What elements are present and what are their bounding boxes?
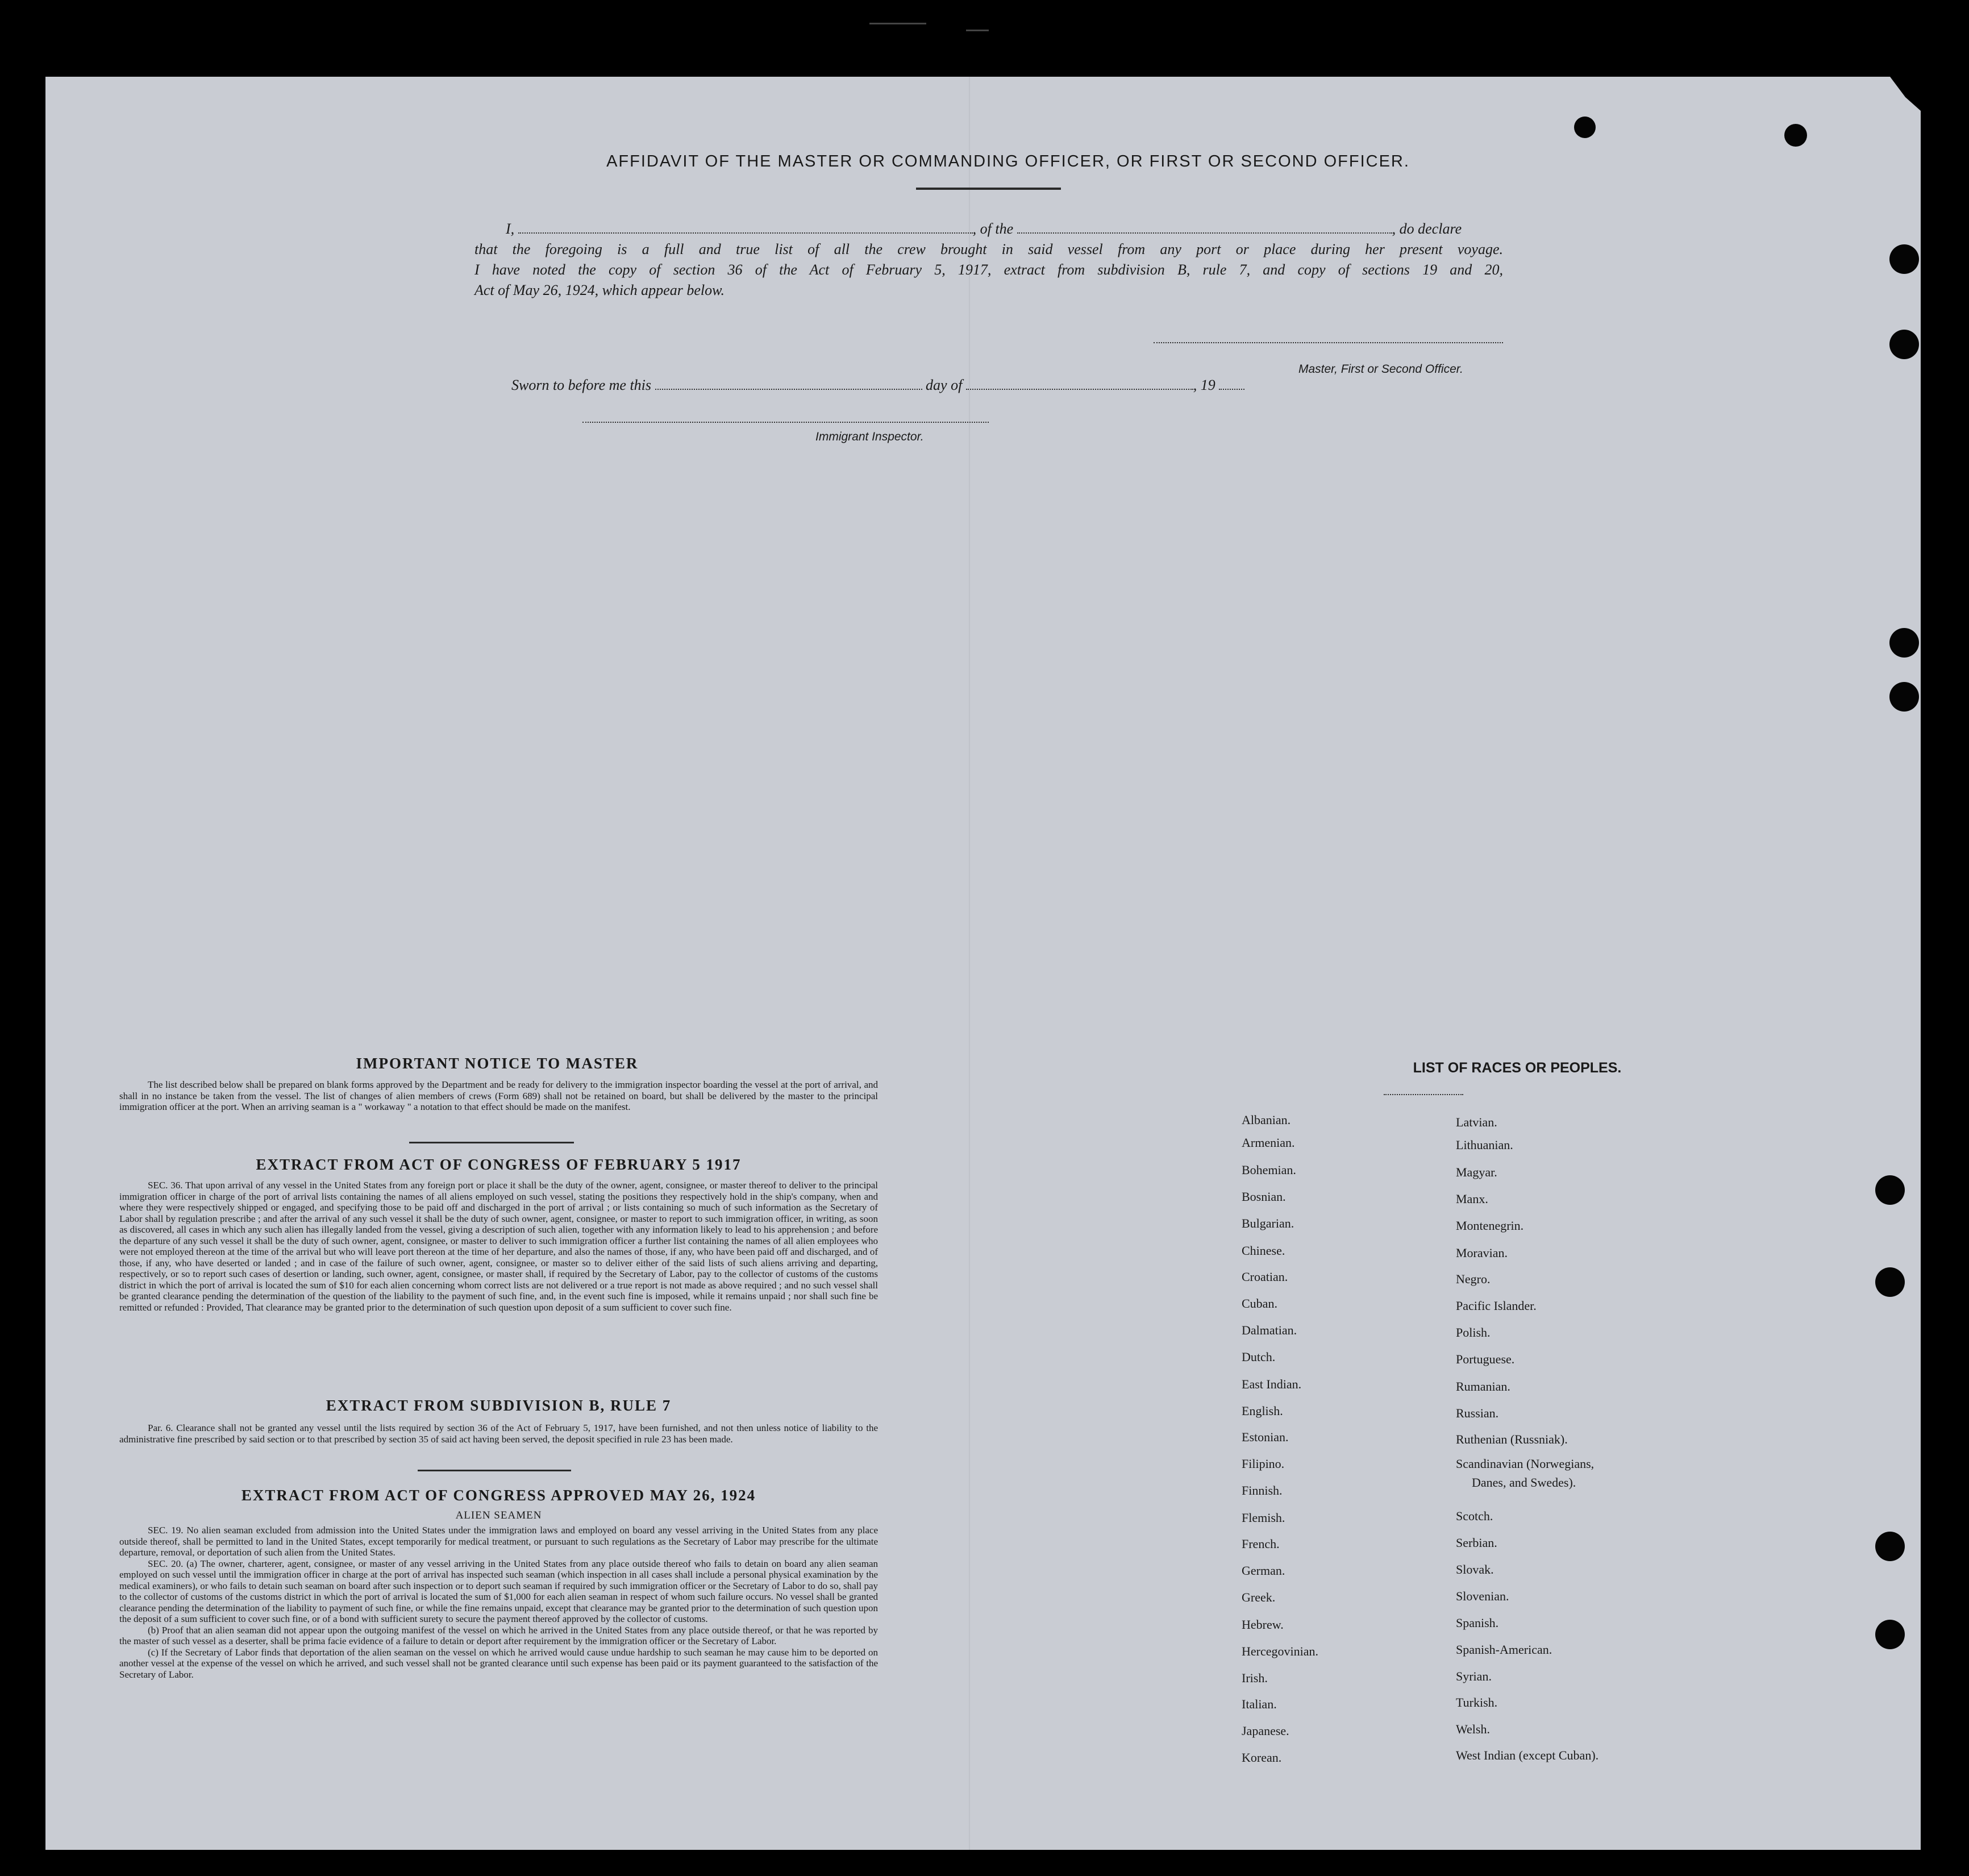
race-item: Estonian. xyxy=(1242,1430,1289,1444)
race-item: Russian. xyxy=(1456,1406,1499,1420)
extract-1917-body: SEC. 36. That upon arrival of any vessel in the United States from any foreign port or place it shall be the duty of the owner, agent, consignee, or master thereof to deliver to the principal immigration officer in charge of the port of arrival lists containing the names of all aliens employed on such vessel, stating the positions they respectively hold in the ship's company, when and where they were respectively shipped or engaged, and specifying those to be paid off and discharged in the port of arrival ; or lists containing so much of such information as the Secretary of Labor shall by regulation prescribe ; and after the arrival of any such vessel it shall be the duty of such owner, agent, consignee, or master to report to such immigration officer, in writing, as soon as discovered, all cases in which any such alien has illegally landed from the vessel, giving a description of such alien, together with any information likely to lead to his apprehension ; and before the departure of any such vessel it shall be the duty of such owner, agent, consignee, or master to deliver to such immigration officer a further list containing the names of all alien employees who were not employed thereon at the time of the arrival but who will leave port thereon at the time of her departure, and also the names of those, if any, who have been paid off and discharged, and of those, if any, who have deserted or landed ; and in case of the failure of such owner, agent, consignee, or master so to deliver either of the said lists of such aliens arriving and departing, respectively, or so to report such cases of desertion or landing, such owner, agent, consignee, or master shall, if required by the Secretary of Labor, pay to the collector of customs of the customs district in which the port of arrival is located the sum of $10 for each alien concerning whom correct lists are not delivered or a true report is not made as above required ; and no such vessel shall be granted clearance pending the determination of the question of the liability to the payment of such fine, and, in the event such fine is imposed, while it remains unpaid ; nor shall such fine be remitted or refunded : Provided, That clearance may be granted prior to the determination of such question upon deposit of a sum sufficient to cover such fine. xyxy=(119,1180,878,1313)
declaration-line-4: Act of May 26, 1924, which appear below. xyxy=(474,282,725,298)
race-item: Albanian. xyxy=(1242,1113,1291,1127)
race-item: Polish. xyxy=(1456,1325,1491,1340)
sec-20a-text: SEC. 20. (a) The owner, charterer, agent, consignee, or master of any vessel arriving in the United States from any place outside thereof who fails to detain on board any alien seaman employed on such vessel until the immigration officer in charge at the port of arrival has inspected such seaman (which inspection in all cases shall include a personal physical examination by the medical examiners), or who fails to detain such seaman on board after such inspection or to deport such seaman if required by such immigration officer or the Secretary of Labor to do so, shall pay to the collector of customs of the customs district in which the port of arrival is located the sum of $1,000 for each alien seaman in respect of whom such failure occurs. No vessel shall be granted clearance pending the determination of the liability to payment of such fine, or while the fine remains unpaid, except that clearance may be granted prior to the determination of such question upon the deposit of a sum sufficient to cover such fine, or of a bond with sufficient surety to secure the payment thereof approved by the collector of customs. xyxy=(119,1558,878,1624)
race-item: Negro. xyxy=(1456,1272,1491,1286)
race-item: Flemish. xyxy=(1242,1511,1285,1525)
race-item: Japanese. xyxy=(1242,1724,1289,1738)
sec-20c-text: (c) If the Secretary of Labor finds that deportation of the alien seaman on the vessel on which he arrived would cause undue hardship to such seaman he may cause him to be deported on another vessel at the expense of the vessel on which he arrived, and such vessel shall not be granted clearance until such expense has been paid or its payment guaranteed to the satisfaction of the Secretary of Labor. xyxy=(119,1646,878,1680)
declaration-i: I, xyxy=(506,221,515,237)
name-field[interactable] xyxy=(518,219,973,234)
race-item: Pacific Islander. xyxy=(1456,1299,1537,1313)
subdivision-title: EXTRACT FROM SUBDIVISION B, RULE 7 xyxy=(326,1397,672,1414)
scan-edge-mark xyxy=(966,30,989,31)
binder-hole xyxy=(1875,1175,1905,1205)
binder-hole xyxy=(1889,330,1919,359)
race-item: Bohemian. xyxy=(1242,1163,1296,1177)
section-divider xyxy=(409,1142,574,1143)
race-item: Slovak. xyxy=(1456,1562,1494,1576)
affidavit-title: AFFIDAVIT OF THE MASTER OR COMMANDING OFFICER, OR FIRST OR SECOND OFFICER. xyxy=(606,152,1410,170)
race-item: Scotch. xyxy=(1456,1509,1493,1523)
race-item: Armenian. xyxy=(1242,1135,1295,1150)
race-item: Montenegrin. xyxy=(1456,1218,1524,1233)
race-item: Croatian. xyxy=(1242,1270,1288,1284)
race-item: Finnish. xyxy=(1242,1483,1283,1498)
race-item: Hebrew. xyxy=(1242,1617,1284,1632)
race-item: Filipino. xyxy=(1242,1457,1285,1471)
race-item: Greek. xyxy=(1242,1590,1276,1604)
extract-1924-body xyxy=(119,1525,878,1680)
sworn-date-field[interactable] xyxy=(655,375,922,390)
race-item: Danes, and Swedes). xyxy=(1472,1475,1576,1490)
race-item: Manx. xyxy=(1456,1192,1488,1206)
binder-hole xyxy=(1784,124,1807,147)
race-item: Turkish. xyxy=(1456,1695,1498,1709)
declaration-of-the: , of the xyxy=(972,221,1014,237)
subdivision-body: Par. 6. Clearance shall not be granted any vessel until the lists required by section 36 of the Act of February 5, 1917, have been furnished, and not then unless notice of liability to the administrative fine prescribed by said section or to that prescribed by section 35 of said act having been served, the deposit specified in rule 23 has been made. xyxy=(119,1422,878,1445)
race-item: Ruthenian (Russniak). xyxy=(1456,1432,1568,1446)
master-caption: Master, First or Second Officer. xyxy=(1298,363,1463,376)
race-item: Cuban. xyxy=(1242,1296,1277,1311)
race-item: Syrian. xyxy=(1456,1669,1492,1683)
race-item: Magyar. xyxy=(1456,1165,1497,1179)
race-item: Korean. xyxy=(1242,1750,1282,1765)
sworn-day-of: day of xyxy=(926,377,963,393)
section-divider xyxy=(418,1470,571,1471)
alien-seamen-subtitle: ALIEN SEAMEN xyxy=(455,1509,542,1521)
race-item: Dutch. xyxy=(1242,1350,1276,1364)
declaration-line-2: that the foregoing is a full and true list of all the crew brought in said vessel from any port or place during her present voyage. xyxy=(474,241,1503,257)
race-item: Portuguese. xyxy=(1456,1352,1515,1366)
race-item: Hercegovinian. xyxy=(1242,1644,1318,1658)
binder-hole xyxy=(1889,682,1919,712)
extract-1917-title: EXTRACT FROM ACT OF CONGRESS OF FEBRUARY 5 1917 xyxy=(256,1156,742,1173)
notice-title: IMPORTANT NOTICE TO MASTER xyxy=(356,1055,639,1072)
race-item: German. xyxy=(1242,1563,1285,1578)
race-item: Chinese. xyxy=(1242,1243,1285,1258)
sec-20b-text: (b) Proof that an alien seaman did not appear upon the outgoing manifest of the vessel on which he arrived in the United States from any place outside thereof, or that he was reported by the master of such vessel as a deserter, shall be prima facie evidence of a failure to detain or deport after requirement by the immigration officer or the Secretary of Labor. xyxy=(119,1624,878,1646)
affidavit-declaration xyxy=(474,219,1503,301)
sworn-year-field[interactable] xyxy=(1219,375,1244,390)
race-item: Rumanian. xyxy=(1456,1379,1510,1394)
race-item: Latvian. xyxy=(1456,1115,1497,1129)
extract-1924-title: EXTRACT FROM ACT OF CONGRESS APPROVED MAY 26, 1924 xyxy=(241,1487,756,1504)
race-item: Lithuanian. xyxy=(1456,1138,1513,1152)
race-item: Slovenian. xyxy=(1456,1589,1509,1603)
notice-body: The list described below shall be prepared on blank forms approved by the Department and be ready for delivery to the immigration inspector boarding the vessel at the port of arrival, and shall in no instance be taken from the vessel. The list of changes of alien members of crews (Form 689) shall not be retained on board, but shall be delivered by the master to the principal immigration officer at the port. When an arriving seaman is a " workaway " a notation to that effect should be made on the manifest. xyxy=(119,1079,878,1112)
race-item: Dalmatian. xyxy=(1242,1323,1297,1337)
race-item: West Indian (except Cuban). xyxy=(1456,1748,1599,1762)
race-item: Irish. xyxy=(1242,1671,1268,1685)
race-item: Serbian. xyxy=(1456,1536,1497,1550)
race-item: Italian. xyxy=(1242,1697,1277,1711)
race-item: English. xyxy=(1242,1404,1283,1418)
title-rule xyxy=(916,188,1061,190)
race-item: Welsh. xyxy=(1456,1722,1490,1736)
declaration-line-3: I have noted the copy of section 36 of the Act of February 5, 1917, extract from subdivision B, rule 7, and copy of sections 19 and 20, xyxy=(474,261,1503,278)
scan-edge-mark xyxy=(869,23,926,24)
sec-19-text: SEC. 19. No alien seaman excluded from admission into the United States under the immigration laws and employed on board any vessel arriving in the United States from any place outside thereof, shall be permitted to land in the United States, except temporarily for medical treatment, or pursuant to such regulations as the Secretary of Labor may prescribe for the ultimate departure, removal, or deportation of such alien from the United States. xyxy=(119,1525,878,1558)
race-item: Spanish. xyxy=(1456,1616,1499,1630)
race-item: French. xyxy=(1242,1537,1280,1551)
binder-hole xyxy=(1875,1532,1905,1561)
sworn-line xyxy=(511,375,1244,394)
sworn-month-field[interactable] xyxy=(966,375,1193,390)
race-item: Bosnian. xyxy=(1242,1189,1286,1204)
binder-hole xyxy=(1889,628,1919,658)
inspector-caption: Immigrant Inspector. xyxy=(815,430,924,443)
fold-line xyxy=(969,77,970,1850)
inspector-signature-line[interactable] xyxy=(582,422,989,423)
sworn-text: Sworn to before me this xyxy=(511,377,652,393)
binder-hole xyxy=(1875,1620,1905,1649)
binder-hole xyxy=(1875,1267,1905,1297)
vessel-field[interactable] xyxy=(1017,219,1392,234)
declaration-do-declare: , do declare xyxy=(1392,221,1462,237)
race-item: Scandinavian (Norwegians, xyxy=(1456,1457,1595,1471)
master-signature-line[interactable] xyxy=(1154,342,1503,343)
races-title: LIST OF RACES OR PEOPLES. xyxy=(1413,1060,1622,1076)
binder-hole xyxy=(1574,117,1596,138)
race-item: Bulgarian. xyxy=(1242,1216,1294,1230)
binder-hole xyxy=(1889,244,1919,274)
race-item: Moravian. xyxy=(1456,1246,1508,1260)
race-item: Spanish-American. xyxy=(1456,1642,1552,1657)
races-rule xyxy=(1384,1094,1463,1095)
sworn-year: , 19 xyxy=(1193,377,1215,393)
race-item: East Indian. xyxy=(1242,1377,1302,1391)
